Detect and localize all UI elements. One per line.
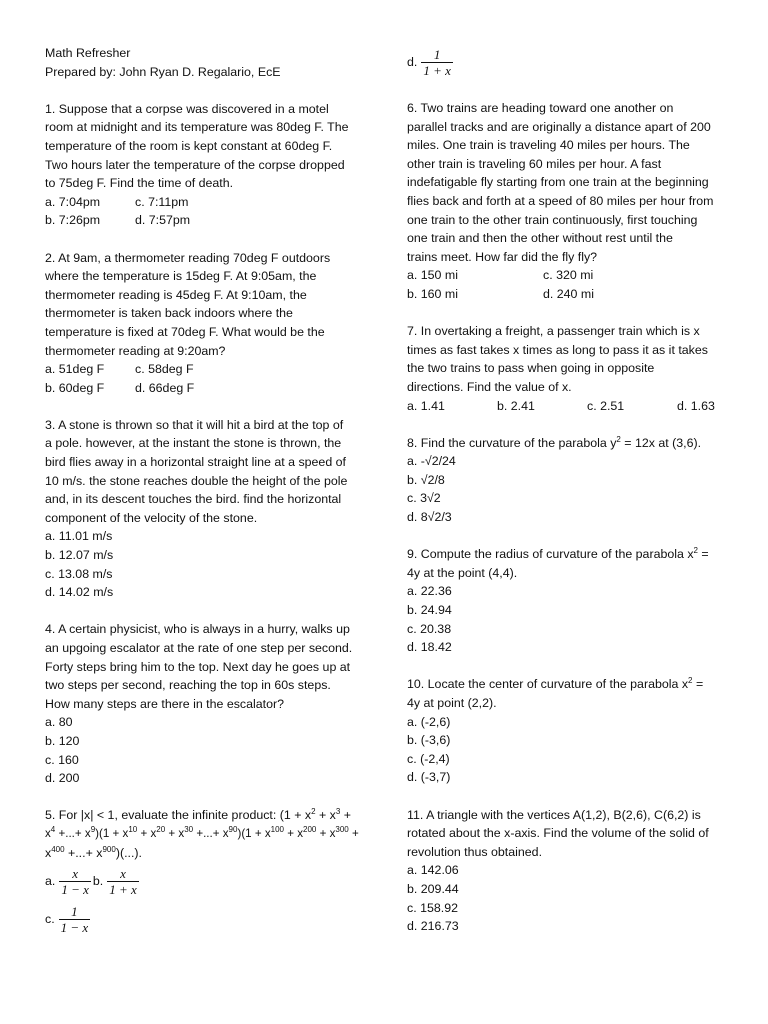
- text-run: x: [45, 826, 51, 840]
- question-1: [45, 100, 365, 230]
- option-c: c. 3√2: [407, 491, 441, 506]
- text-run: 5. For |x| < 1, evaluate the infinite product: (1 + x: [45, 808, 312, 823]
- option-a: a. 80: [45, 715, 73, 730]
- option-a: a. 11.01 m/s: [45, 529, 113, 544]
- question-10: [407, 675, 729, 787]
- question-line: [45, 806, 365, 825]
- question-line: revolution thus obtained.: [407, 844, 543, 859]
- question-2: [45, 249, 365, 398]
- exponent: 2: [311, 807, 316, 817]
- question-7: [407, 322, 729, 415]
- option-b: b. 24.94: [407, 603, 452, 618]
- text-run: + x: [137, 826, 157, 840]
- exponent: 10: [128, 824, 138, 834]
- document-author: Prepared by: John Ryan D. Regalario, EcE: [45, 64, 281, 79]
- exponent: 2: [616, 434, 621, 444]
- exponent: 200: [303, 824, 317, 834]
- question-line: 6. Two trains are heading toward one another on: [407, 101, 674, 115]
- text-run: 8. Find the curvature of the parabola y: [407, 435, 617, 450]
- option-b: b. √2/8: [407, 472, 445, 487]
- question-line: thermometer reading is 45deg F. At 9:10am, the: [45, 287, 307, 302]
- answer-options: [407, 452, 729, 526]
- exponent: 90: [228, 824, 238, 834]
- question-line: miles. One train is traveling 40 miles per hours. The: [407, 138, 690, 153]
- option-d: d. 200: [45, 771, 80, 786]
- exponent: 2: [688, 676, 693, 686]
- exponent: 2: [693, 546, 698, 556]
- question-5-option-d: [407, 42, 729, 82]
- option-c-label: c.: [45, 911, 55, 926]
- question-line: 3. A stone is thrown so that it will hit a bird at the top of: [45, 417, 344, 432]
- answer-options: [45, 713, 365, 787]
- question-line: indefatigable fly starting from one train at the beginning: [407, 175, 709, 190]
- question-line: one train to the other train continuously, first touching: [407, 212, 698, 227]
- exponent: 300: [335, 824, 349, 834]
- question-line: [407, 545, 729, 564]
- left-column: [45, 44, 365, 938]
- option-d: d. 18.42: [407, 640, 452, 655]
- text-run: +...+ x: [64, 845, 103, 860]
- right-column: [407, 44, 729, 936]
- option-c: c. 7:11pm: [135, 194, 189, 209]
- answer-options: [45, 193, 365, 230]
- option-a: a. 150 mi: [407, 268, 458, 283]
- numerator: x: [120, 865, 126, 881]
- question-line: 4y at point (2,2).: [407, 696, 497, 710]
- option-b: b. 160 mi: [407, 286, 458, 301]
- question-line: a pole. however, at the instant the stone is thrown, the: [45, 436, 342, 451]
- question-line: and, in its descent touches the bird. find the horizontal: [45, 492, 342, 507]
- option-d: d. 216.73: [407, 919, 459, 934]
- exponent: 100: [270, 824, 284, 834]
- option-b-fraction: [107, 866, 139, 897]
- denominator: 1 − x: [60, 919, 89, 935]
- text-run: 10. Locate the center of curvature of the parabola x: [407, 677, 689, 692]
- exponent: 20: [156, 824, 166, 834]
- answer-options: [45, 527, 365, 601]
- answer-options: [407, 397, 729, 416]
- exponent: 900: [102, 844, 116, 854]
- question-line: 2. At 9am, a thermometer reading 70deg F outdoors: [45, 250, 331, 265]
- question-line: rotated about the x-axis. Find the volume of the solid of: [407, 826, 709, 841]
- question-9: [407, 545, 729, 657]
- question-line: 4. A certain physicist, who is always in a hurry, walks up: [45, 622, 350, 637]
- question-line: temperature is fixed at 70deg F. What would be the: [45, 324, 325, 339]
- question-line: directions. Find the value of x.: [407, 379, 572, 394]
- question-line: the two trains to pass when going in opposite: [407, 361, 655, 376]
- option-d: d. (-3,7): [407, 770, 451, 785]
- exponent: 3: [335, 807, 341, 817]
- option-a: a. (-2,6): [407, 714, 451, 729]
- option-b: b. 2.41: [497, 398, 535, 413]
- option-b: b. 120: [45, 733, 80, 748]
- question-line: one train and then the other without rest until the: [407, 231, 673, 246]
- option-c: c. 13.08 m/s: [45, 566, 113, 581]
- option-a: a. 142.06: [407, 863, 459, 878]
- question-line: thermometer reading at 9:20am?: [45, 343, 226, 358]
- question-line: Two hours later the temperature of the corpse dropped: [45, 157, 345, 172]
- document-header: [45, 44, 365, 81]
- option-c: c. 160: [45, 752, 79, 767]
- option-d: d. 1.63: [677, 398, 715, 413]
- option-a: a. 22.36: [407, 584, 452, 599]
- answer-options: [45, 900, 365, 938]
- denominator: 1 − x: [61, 881, 89, 897]
- question-line: Forty steps bring him to the top. Next day he goes up at: [45, 659, 351, 674]
- question-line: where the temperature is 15deg F. At 9:05am, the: [45, 269, 317, 284]
- option-a: a. 7:04pm: [45, 194, 101, 209]
- question-line: trains meet. How far did the fly fly?: [407, 249, 598, 264]
- text-run: + x: [165, 826, 185, 840]
- answer-options: [45, 360, 365, 397]
- question-line: temperature of the room is kept constant at 60deg F.: [45, 138, 333, 153]
- text-run: +: [340, 808, 352, 823]
- answer-options: [407, 266, 729, 303]
- text-run: x: [45, 845, 52, 860]
- option-c: c. (-2,4): [407, 751, 450, 766]
- text-run: +: [348, 826, 359, 840]
- option-a: a. 51deg F: [45, 362, 105, 377]
- answer-options: [407, 582, 729, 656]
- option-a-fraction: [59, 866, 91, 897]
- question-line: other train is traveling 60 miles per hour. A fast: [407, 156, 662, 171]
- exponent: 9: [90, 824, 96, 834]
- numerator: x: [72, 865, 78, 881]
- question-line: component of the velocity of the stone.: [45, 510, 258, 525]
- option-c-fraction: [59, 904, 91, 935]
- question-8: [407, 434, 729, 527]
- option-a: a. -√2/24: [407, 454, 456, 469]
- question-line: times as fast takes x times as long to pass it as it takes: [407, 342, 708, 357]
- question-11: [407, 806, 729, 936]
- question-line: parallel tracks and are originally a distance apart of 200: [407, 119, 711, 134]
- option-b: b. 7:26pm: [45, 213, 101, 228]
- exponent: 4: [50, 824, 56, 834]
- text-run: =: [697, 547, 709, 562]
- text-run: )(1 + x: [237, 826, 271, 840]
- question-line: 10 m/s. the stone reaches double the height of the pole: [45, 473, 348, 488]
- document-title: Math Refresher: [45, 46, 131, 60]
- option-b: b. (-3,6): [407, 733, 451, 748]
- question-line: [45, 844, 365, 863]
- denominator: 1 + x: [423, 62, 451, 78]
- option-d: d. 66deg F: [135, 380, 195, 395]
- text-run: + x: [284, 826, 304, 840]
- question-line: to 75deg F. Find the time of death.: [45, 176, 234, 191]
- question-6: [407, 99, 729, 304]
- option-b: b. 12.07 m/s: [45, 548, 114, 563]
- question-line: bird flies away in a horizontal straight line at a speed of: [45, 455, 346, 470]
- text-run: +...+ x: [193, 826, 229, 840]
- question-line: 1. Suppose that a corpse was discovered in a motel: [45, 101, 329, 116]
- exponent: 30: [184, 824, 194, 834]
- text-run: )(1 + x: [95, 826, 129, 840]
- text-run: =: [692, 677, 704, 692]
- question-line: 7. In overtaking a freight, a passenger train which is x: [407, 324, 700, 339]
- option-c: c. 20.38: [407, 621, 452, 636]
- answer-options: [45, 862, 365, 900]
- question-line: How many steps are there in the escalator?: [45, 696, 284, 711]
- option-b-label: b.: [92, 873, 104, 888]
- option-c: c. 58deg F: [135, 362, 194, 377]
- text-run: )(...).: [115, 845, 142, 860]
- numerator: 1: [71, 903, 78, 919]
- text-run: +...+ x: [55, 826, 91, 840]
- question-line: room at midnight and its temperature was 80deg F. The: [45, 120, 349, 135]
- text-run: = 12x at (3,6).: [620, 435, 702, 450]
- option-c: c. 320 mi: [543, 268, 594, 283]
- text-run: 9. Compute the radius of curvature of the parabola x: [407, 547, 694, 562]
- denominator: 1 + x: [109, 881, 137, 897]
- question-3: [45, 416, 365, 602]
- numerator: 1: [433, 46, 441, 62]
- question-line: 11. A triangle with the vertices A(1,2), B(2,6), C(6,2) is: [407, 807, 701, 822]
- option-d-fraction: [421, 47, 453, 78]
- option-b: b. 60deg F: [45, 380, 105, 395]
- option-d-label: d.: [407, 54, 418, 69]
- option-a-label: a.: [45, 873, 56, 888]
- question-line: 4y at the point (4,4).: [407, 565, 518, 580]
- text-run: + x: [315, 808, 336, 823]
- answer-options: [407, 861, 729, 935]
- question-line: [407, 434, 729, 453]
- option-d: d. 7:57pm: [135, 213, 191, 228]
- text-run: + x: [316, 826, 336, 840]
- option-c: c. 158.92: [407, 900, 458, 915]
- option-b: b. 209.44: [407, 881, 459, 896]
- question-line: [45, 825, 365, 844]
- answer-options: [407, 713, 729, 787]
- exponent: 400: [51, 844, 65, 854]
- question-line: thermometer is taken back indoors where the: [45, 306, 293, 321]
- question-line: two steps per second, reaching the top in 60s steps.: [45, 678, 331, 693]
- question-5: [45, 806, 365, 938]
- option-d: d. 240 mi: [543, 286, 594, 301]
- option-d: d. 8√2/3: [407, 510, 452, 525]
- question-line: flies back and forth at a speed of 80 miles per hour from: [407, 193, 714, 208]
- question-4: [45, 620, 365, 787]
- option-c: c. 2.51: [587, 398, 625, 413]
- question-line: an upgoing escalator at the rate of one step per second.: [45, 641, 353, 655]
- option-a: a. 1.41: [407, 398, 445, 413]
- option-d: d. 14.02 m/s: [45, 585, 114, 600]
- question-line: [407, 675, 729, 694]
